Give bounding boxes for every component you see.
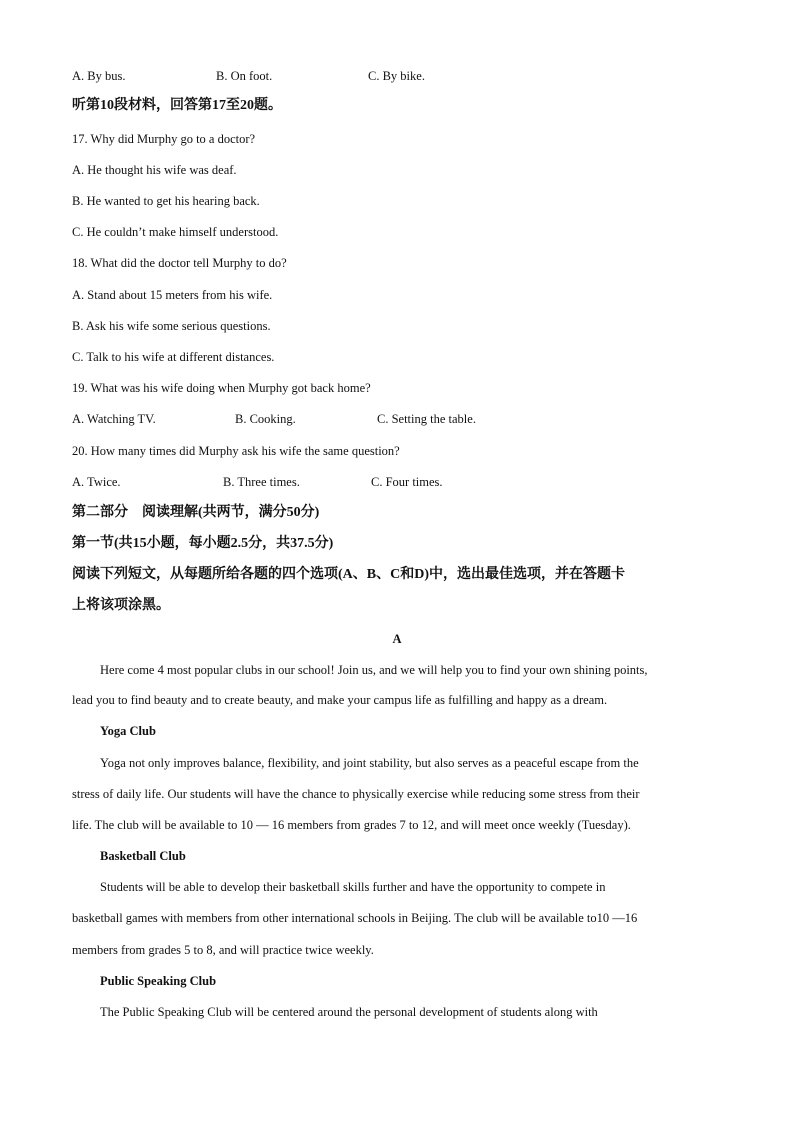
q18-option-c: C. Talk to his wife at different distances. bbox=[72, 350, 275, 364]
yoga-line-1: Yoga not only improves balance, flexibility, and joint stability, but also serves as a peaceful escape from the bbox=[100, 756, 639, 770]
basketball-club-title: Basketball Club bbox=[100, 849, 186, 863]
passage-intro-line-2: lead you to find beauty and to create beauty, and make your campus life as fulfilling and happy as a dream. bbox=[72, 693, 608, 707]
q17-option-a: A. He thought his wife was deaf. bbox=[72, 163, 237, 177]
basketball-line-2: basketball games with members from other international schools in Beijing. The club will be available to10 —16 bbox=[72, 911, 638, 925]
q20-option-a: A. Twice. bbox=[72, 475, 121, 489]
q20-question: 20. How many times did Murphy ask his wife the same question? bbox=[72, 444, 400, 458]
q16-option-c: C. By bike. bbox=[368, 69, 425, 83]
yoga-line-3: life. The club will be available to 10 — 16 members from grades 7 to 12, and will meet once weekly (Tuesday). bbox=[72, 818, 631, 832]
q20-option-b: B. Three times. bbox=[223, 475, 300, 489]
public-speaking-club-title: Public Speaking Club bbox=[100, 974, 217, 988]
passage-label: A bbox=[392, 632, 402, 646]
q18-question: 18. What did the doctor tell Murphy to do? bbox=[72, 256, 287, 270]
q17-question: 17. Why did Murphy go to a doctor? bbox=[72, 132, 256, 146]
yoga-line-2: stress of daily life. Our students will have the chance to physically exercise while reducing some stress from their bbox=[72, 787, 640, 801]
q16-option-b: B. On foot. bbox=[216, 69, 273, 83]
q20-option-c: C. Four times. bbox=[371, 475, 443, 489]
section1-title: 第一节(共15小题，每小题2.5分，共37.5分) bbox=[72, 536, 334, 551]
q19-option-b: B. Cooking. bbox=[235, 412, 296, 426]
passage-intro-line-1: Here come 4 most popular clubs in our school! Join us, and we will help you to find your own shining points, bbox=[100, 663, 648, 677]
q17-option-b: B. He wanted to get his hearing back. bbox=[72, 194, 260, 208]
yoga-club-title: Yoga Club bbox=[100, 724, 156, 738]
section10-header: 听第10段材料，回答第17至20题。 bbox=[72, 98, 282, 113]
part2-title: 第二部分 阅读理解(共两节，满分50分) bbox=[72, 505, 320, 520]
q17-option-c: C. He couldn’t make himself understood. bbox=[72, 225, 279, 239]
basketball-line-3: members from grades 5 to 8, and will practice twice weekly. bbox=[72, 943, 374, 957]
q19-question: 19. What was his wife doing when Murphy got back home? bbox=[72, 381, 371, 395]
q19-option-a: A. Watching TV. bbox=[72, 412, 156, 426]
q18-option-b: B. Ask his wife some serious questions. bbox=[72, 319, 271, 333]
q19-option-c: C. Setting the table. bbox=[377, 412, 476, 426]
instructions-line-2: 上将该项涂黑。 bbox=[72, 598, 170, 613]
public-speaking-line-1: The Public Speaking Club will be centered around the personal development of students along with bbox=[100, 1005, 598, 1019]
q18-option-a: A. Stand about 15 meters from his wife. bbox=[72, 288, 273, 302]
basketball-line-1: Students will be able to develop their basketball skills further and have the opportunity to compete in bbox=[100, 880, 606, 894]
q16-option-a: A. By bus. bbox=[72, 69, 126, 83]
instructions-line-1: 阅读下列短文，从每题所给各题的四个选项(A、B、C和D)中，选出最佳选项，并在答题卡 bbox=[72, 567, 625, 582]
